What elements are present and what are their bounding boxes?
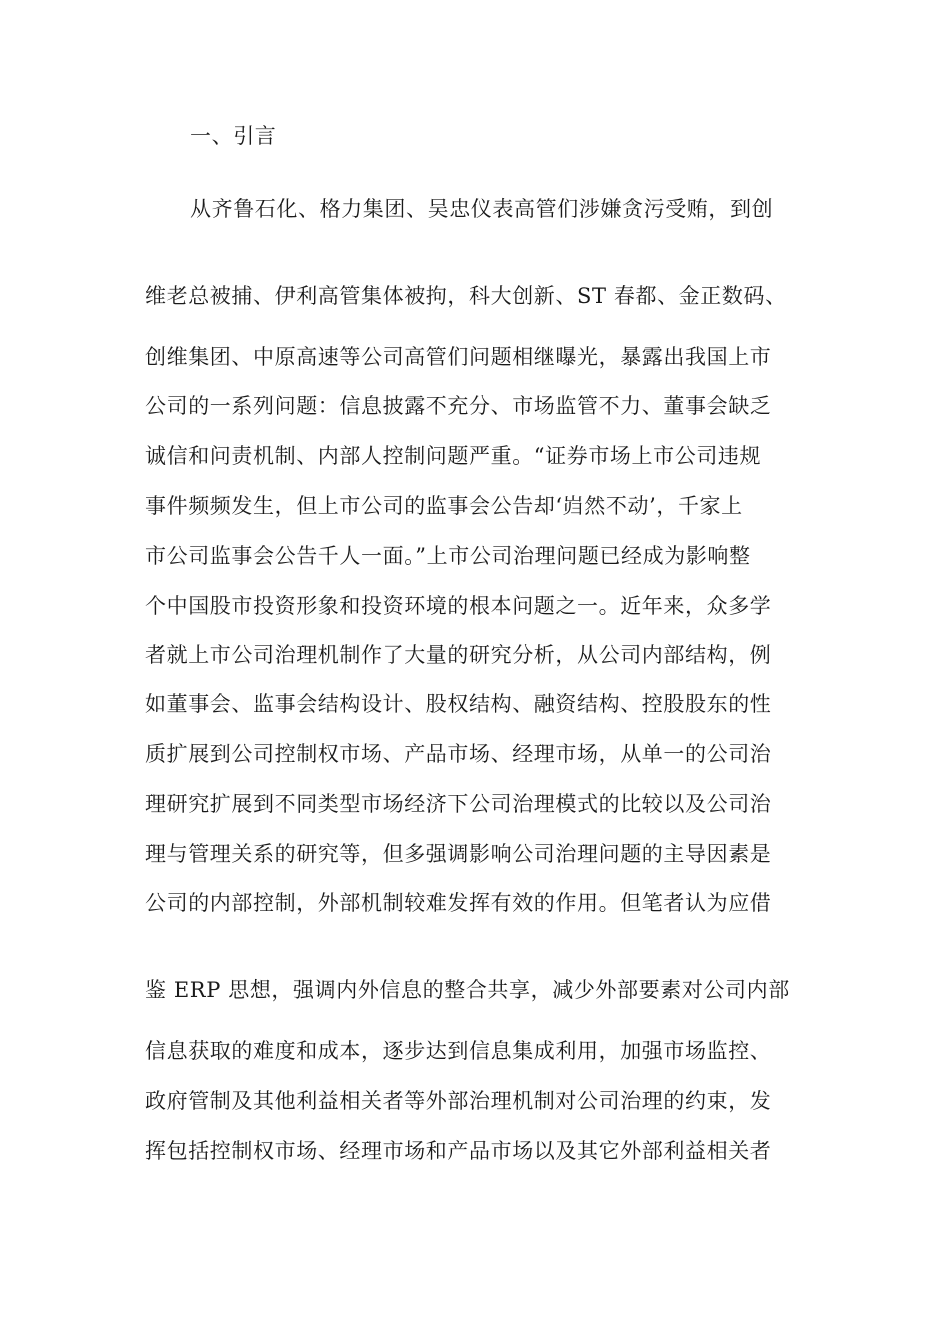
paragraph-line-9: 者就上市公司治理机制作了大量的研究分析，从公司内部结构，例 (145, 643, 772, 667)
paragraph-line-11: 质扩展到公司控制权市场、产品市场、经理市场，从单一的公司治 (145, 742, 772, 766)
paragraph-line-17: 政府管制及其他利益相关者等外部治理机制对公司治理的约束，发 (145, 1089, 772, 1113)
paragraph-line-13: 理与管理关系的研究等，但多强调影响公司治理问题的主导因素是 (145, 842, 772, 866)
paragraph-line-2: 维老总被捕、伊利高管集体被拘，科大创新、ST 春都、金正数码、 (145, 284, 787, 308)
paragraph-line-5: 诚信和问责机制、内部人控制问题严重。“证券市场上市公司违规 (145, 444, 762, 468)
paragraph-line-14: 公司的内部控制，外部机制较难发挥有效的作用。但笔者认为应借 (145, 891, 772, 915)
paragraph-line-18: 挥包括控制权市场、经理市场和产品市场以及其它外部利益相关者 (145, 1139, 772, 1163)
paragraph-line-3: 创维集团、中原高速等公司高管们问题相继曝光，暴露出我国上市 (145, 345, 772, 369)
paragraph-line-12: 理研究扩展到不同类型市场经济下公司治理模式的比较以及公司治 (145, 792, 772, 816)
paragraph-line-1: 从齐鲁石化、格力集团、吴忠仪表高管们涉嫌贪污受贿，到创 (190, 197, 774, 221)
paragraph-line-4: 公司的一系列问题：信息披露不充分、市场监管不力、董事会缺乏 (145, 394, 772, 418)
paragraph-line-15: 鉴 ERP 思想，强调内外信息的整合共享，减少外部要素对公司内部 (145, 978, 790, 1002)
paragraph-line-10: 如董事会、监事会结构设计、股权结构、融资结构、控股股东的性 (145, 692, 772, 716)
paragraph-line-8: 个中国股市投资形象和投资环境的根本问题之一。近年来，众多学 (145, 594, 772, 618)
paragraph-line-16: 信息获取的难度和成本，逐步达到信息集成利用，加强市场监控、 (145, 1039, 772, 1063)
section-heading: 一、引言 (190, 124, 277, 148)
paragraph-line-7: 市公司监事会公告千人一面。”上市公司治理问题已经成为影响整 (145, 544, 751, 568)
paragraph-line-6: 事件频频发生，但上市公司的监事会公告却‘岿然不动’，千家上 (145, 494, 743, 518)
